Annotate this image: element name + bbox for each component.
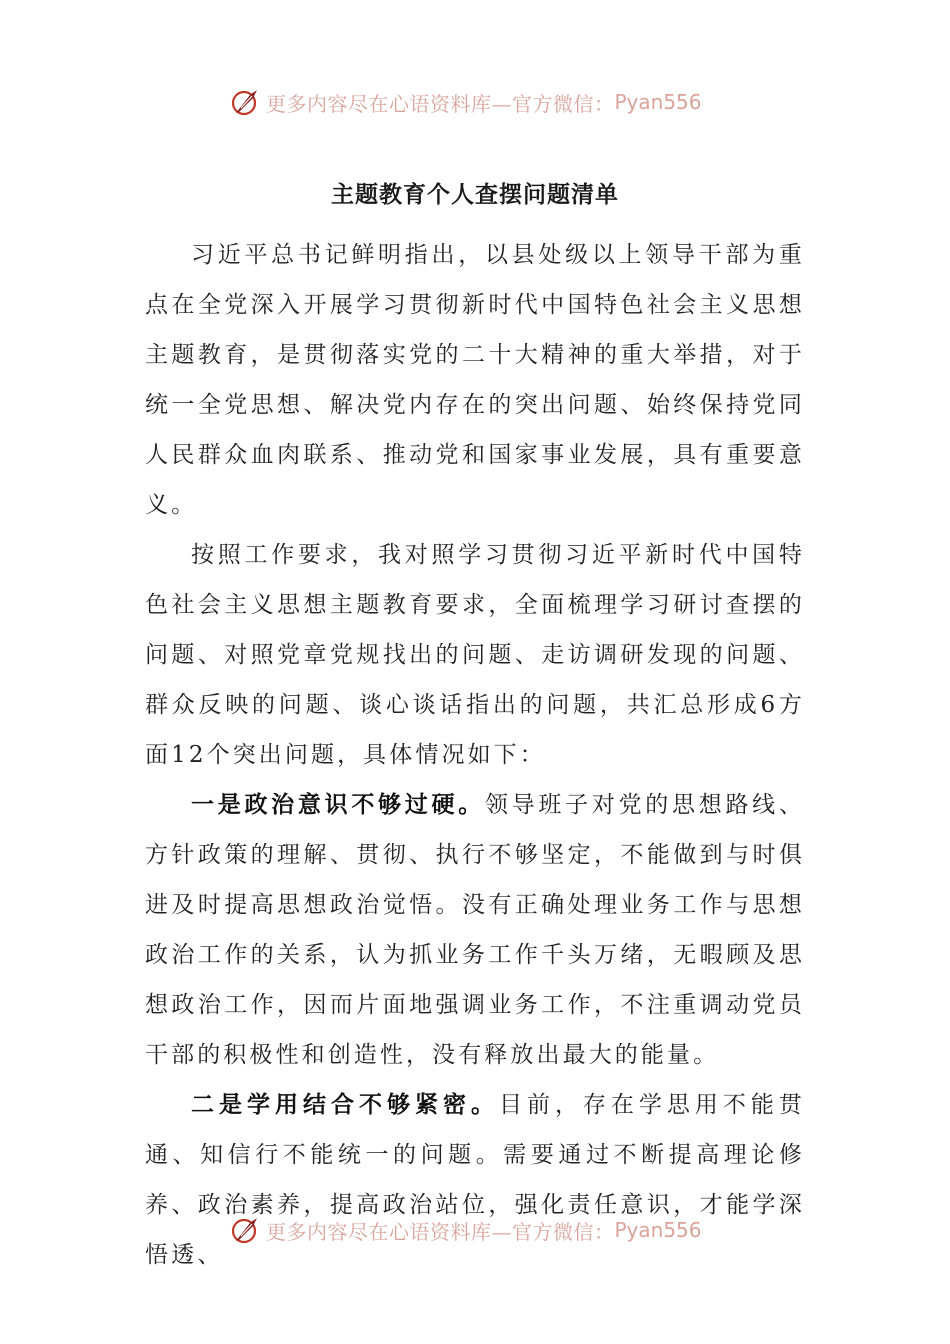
paragraph-text: 目前，存在学思用不能贯通、知信行不能统一的问题。需要通过不断提高理论修养、政治素养，提高政治站位，强化责任意识，才能学深悟透、 [145,1092,805,1268]
banner-text: 更多内容尽在心语资料库—官方微信： [266,1219,615,1244]
paragraph-issue-2 [145,1080,805,1280]
paragraph-intro [145,230,805,530]
quill-pen-logo-icon [230,87,260,117]
banner-text: 更多内容尽在心语资料库—官方微信： [266,91,615,116]
document-title: 主题教育个人查摆问题清单 [331,181,619,208]
paragraph-text: 习近平总书记鲜明指出，以县处级以上领导干部为重点在全党深入开展学习贯彻新时代中国特色社会主义思想主题教育，是贯彻落实党的二十大精神的重大举措，对于统一全党思想、解决党内存在的突出问题、始终保持党同人民群众血肉联系、推动党和国家事业发展，具有重要意义。 [145,242,805,518]
quill-pen-logo-icon [230,1215,260,1245]
document-body [145,230,805,1280]
banner-wechat-id: Pyan556 [614,90,702,114]
footer-banner [230,1210,702,1250]
paragraph-issue-1 [145,780,805,1080]
banner-wechat-id: Pyan556 [614,1218,702,1242]
paragraph-lead-heading: 一是政治意识不够过硬。 [191,791,485,818]
paragraph-text: 领导班子对党的思想路线、方针政策的理解、贯彻、执行不够坚定，不能做到与时俱进及时提高思想政治觉悟。没有正确处理业务工作与思想政治工作的关系，认为抓业务工作千头万绪，无暇顾及思想政治工作，因而片面地强调业务工作，不注重调动党员干部的积极性和创造性，没有释放出最大的能量。 [145,792,805,1068]
header-banner [230,82,702,122]
paragraph-requirements [145,530,805,780]
paragraph-text: 按照工作要求，我对照学习贯彻习近平新时代中国特色社会主义思想主题教育要求，全面梳理学习研讨查摆的问题、对照党章党规找出的问题、走访调研发现的问题、群众反映的问题、谈心谈话指出的问题，共汇总形成6方面12个突出问题，具体情况如下： [145,542,805,768]
paragraph-lead-heading: 二是学用结合不够紧密。 [191,1091,499,1118]
